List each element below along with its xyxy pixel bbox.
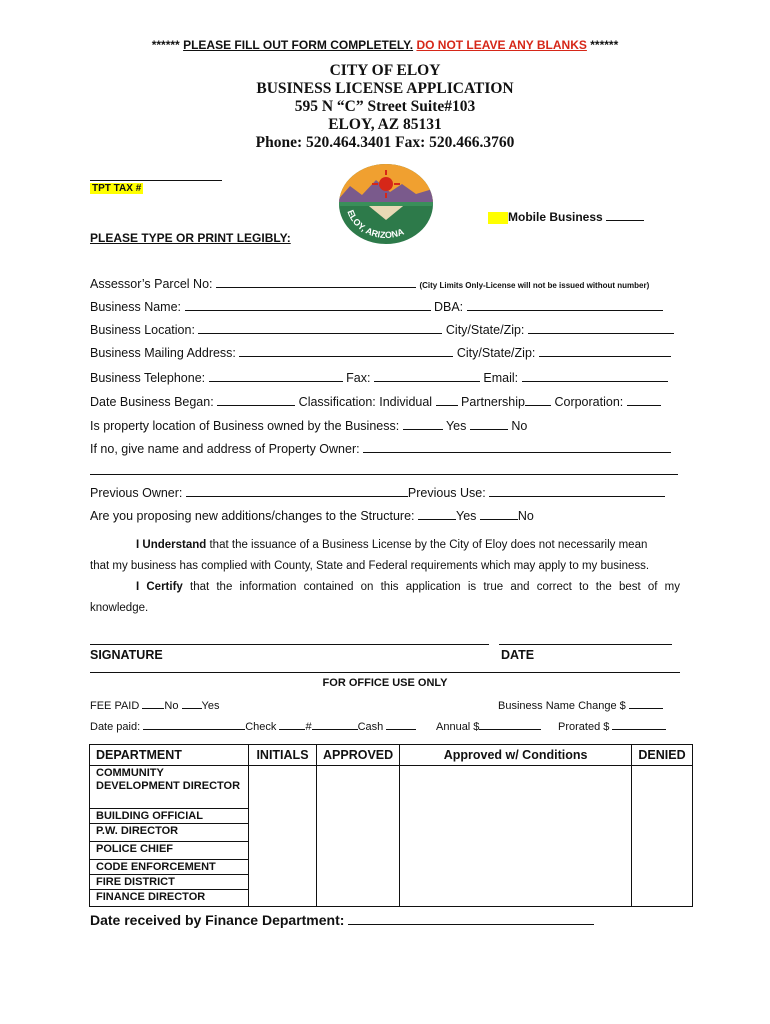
- prev-use-label: Previous Use:: [407, 486, 486, 500]
- header-phone: Phone: 520.464.3401 Fax: 520.466.3760: [255, 134, 515, 151]
- understand-line2: that my business has complied with County, State and Federal requirements which may apply to my business.: [90, 560, 650, 572]
- city-seal-logo: [336, 162, 436, 246]
- proposing-no-label: No: [517, 509, 534, 523]
- mobile-business-row: [488, 209, 644, 224]
- fee-no-label: No: [164, 700, 179, 712]
- date-paid-input[interactable]: [143, 718, 245, 730]
- dba-input[interactable]: [467, 299, 663, 311]
- dept-name: POLICE CHIEF: [90, 842, 249, 860]
- mobile-highlight: [488, 212, 508, 224]
- prev-owner-label: Previous Owner:: [90, 486, 183, 500]
- prorated-input[interactable]: [612, 718, 666, 730]
- header-city-state: ELOY, AZ 85131: [328, 116, 442, 133]
- location-input[interactable]: [198, 322, 442, 334]
- header-department: DEPARTMENT: [90, 745, 249, 766]
- owner-label: If no, give name and address of Property Owner:: [90, 442, 360, 456]
- top-notice: [0, 38, 770, 52]
- individual-input[interactable]: [436, 394, 458, 406]
- dept-name: P.W. DIRECTOR: [90, 824, 249, 842]
- certify-line2: knowledge.: [90, 602, 149, 614]
- header-approved-conditions: Approved w/ Conditions: [400, 745, 632, 766]
- dept-name: FINANCE DIRECTOR: [90, 890, 249, 907]
- header-city: CITY OF ELOY: [329, 62, 441, 79]
- certify-line1: [136, 581, 680, 593]
- partnership-input[interactable]: [525, 394, 551, 406]
- date-label: DATE: [501, 648, 535, 662]
- annual-input[interactable]: [479, 718, 541, 730]
- mailing-label: Business Mailing Address:: [90, 346, 236, 360]
- fee-yes-input[interactable]: [182, 697, 202, 709]
- signature-label: SIGNATURE: [90, 648, 163, 662]
- notice-stars-right: ******: [590, 38, 619, 52]
- office-title: FOR OFFICE USE ONLY: [322, 677, 448, 689]
- check-label: Check: [245, 721, 277, 733]
- owned-question: Is property location of Business owned by the Business:: [90, 419, 400, 433]
- date-began-label: Date Business Began:: [90, 395, 214, 409]
- mobile-business-field[interactable]: [606, 209, 644, 221]
- telephone-label: Business Telephone:: [90, 371, 206, 385]
- cash-input[interactable]: [386, 718, 416, 730]
- annual-row: [436, 718, 541, 733]
- partnership-label: Partnership: [461, 395, 525, 409]
- proposing-question: Are you proposing new additions/changes to the Structure:: [90, 509, 415, 523]
- email-input[interactable]: [522, 370, 668, 382]
- business-name-row: [90, 299, 663, 314]
- conditions-cell[interactable]: [400, 766, 632, 907]
- corporation-label: Corporation:: [554, 395, 624, 409]
- parcel-label: Assessor’s Parcel No:: [90, 277, 213, 291]
- owned-yes-input[interactable]: [403, 418, 443, 430]
- prorated-row: [558, 718, 666, 733]
- understand-text: that the issuance of a Business License by the City of Eloy does not necessarily mean: [206, 539, 648, 551]
- telephone-row: [90, 370, 668, 385]
- business-name-input[interactable]: [185, 299, 431, 311]
- header-approved: APPROVED: [317, 745, 400, 766]
- proposing-yes-label: Yes: [456, 509, 477, 523]
- proposing-no-input[interactable]: [480, 508, 518, 520]
- header-address: 595 N “C” Street Suite#103: [294, 98, 476, 115]
- signature-line[interactable]: [90, 644, 489, 645]
- header-denied: DENIED: [632, 745, 693, 766]
- table-header-row: [90, 745, 693, 766]
- fee-paid-row: [90, 697, 219, 712]
- proposing-yes-input[interactable]: [418, 508, 456, 520]
- owner-row: [90, 441, 671, 456]
- dept-name: CODE ENFORCEMENT: [90, 860, 249, 875]
- finance-label: Date received by Finance Department:: [90, 912, 345, 928]
- hash-label: #: [305, 721, 312, 733]
- business-name-label: Business Name:: [90, 300, 182, 314]
- date-line[interactable]: [499, 644, 672, 645]
- city-label-1: City/State/Zip:: [445, 323, 525, 337]
- initials-cell[interactable]: [249, 766, 317, 907]
- previous-row: [90, 485, 665, 500]
- dept-name: COMMUNITY DEVELOPMENT DIRECTOR: [90, 766, 249, 809]
- city-label-2: City/State/Zip:: [456, 346, 536, 360]
- hash-input[interactable]: [312, 718, 358, 730]
- parcel-input[interactable]: [216, 276, 416, 288]
- fax-input[interactable]: [374, 370, 480, 382]
- tpt-line[interactable]: [90, 180, 222, 181]
- annual-label: Annual $: [436, 721, 480, 733]
- date-began-row: [90, 394, 661, 409]
- table-row: [90, 766, 693, 809]
- dept-name: FIRE DISTRICT: [90, 875, 249, 890]
- header-initials: INITIALS: [249, 745, 317, 766]
- location-label: Business Location:: [90, 323, 195, 337]
- notice-part1: PLEASE FILL OUT FORM COMPLETELY.: [183, 38, 414, 52]
- understand-bold: I Understand: [136, 539, 207, 551]
- prev-use-input[interactable]: [489, 485, 665, 497]
- location-row: [90, 322, 674, 337]
- notice-part2: DO NOT LEAVE ANY BLANKS: [416, 38, 587, 52]
- denied-cell[interactable]: [632, 766, 693, 907]
- owned-row: [90, 418, 527, 433]
- header-title: BUSINESS LICENSE APPLICATION: [256, 80, 514, 97]
- owned-yes-label: Yes: [445, 419, 467, 433]
- fee-yes-label: Yes: [201, 700, 220, 712]
- telephone-input[interactable]: [209, 370, 343, 382]
- name-change-row: [498, 697, 663, 712]
- prev-owner-input[interactable]: [186, 485, 408, 497]
- email-label: Email:: [483, 371, 519, 385]
- name-change-label: Business Name Change $: [498, 700, 626, 712]
- check-input[interactable]: [279, 718, 305, 730]
- name-change-input[interactable]: [629, 697, 663, 709]
- understand-line1: [136, 539, 647, 551]
- date-began-input[interactable]: [217, 394, 295, 406]
- classification-label: Classification: Individual: [298, 395, 433, 409]
- notice-stars-left: ******: [151, 38, 180, 52]
- mobile-business-label: Mobile Business: [508, 210, 603, 224]
- proposing-row: [90, 508, 534, 523]
- logo-text: ELOY, ARIZONA: [345, 208, 406, 241]
- approved-cell[interactable]: [317, 766, 400, 907]
- corporation-input[interactable]: [627, 394, 661, 406]
- certify-text: that the information contained on this application is true and correct to the best of my: [182, 581, 680, 593]
- owner-input[interactable]: [363, 441, 671, 453]
- finance-row: [90, 911, 594, 928]
- prorated-label: Prorated $: [558, 721, 610, 733]
- fee-no-input[interactable]: [142, 697, 164, 709]
- city-input-2[interactable]: [539, 345, 671, 357]
- mailing-row: [90, 345, 671, 360]
- fee-paid-label: FEE PAID: [90, 700, 140, 712]
- cash-label: Cash: [357, 721, 384, 733]
- owned-no-label: No: [511, 419, 528, 433]
- parcel-note: (City Limits Only-License will not be issued without number): [419, 281, 650, 290]
- city-input-1[interactable]: [528, 322, 674, 334]
- finance-date-input[interactable]: [348, 911, 594, 925]
- dept-name: BUILDING OFFICIAL: [90, 809, 249, 824]
- signature-divider: [90, 672, 680, 673]
- tpt-label: TPT TAX #: [92, 183, 142, 194]
- mailing-input[interactable]: [239, 345, 453, 357]
- date-paid-label: Date paid:: [90, 721, 141, 733]
- owned-no-input[interactable]: [470, 418, 508, 430]
- certify-bold: I Certify: [136, 581, 183, 593]
- parcel-row: [90, 276, 649, 291]
- date-paid-row: [90, 718, 416, 733]
- department-table: [89, 744, 693, 907]
- fax-label: Fax:: [346, 371, 371, 385]
- owner-second-line[interactable]: [90, 474, 678, 475]
- dba-label: DBA:: [433, 300, 464, 314]
- instruction-text: PLEASE TYPE OR PRINT LEGIBLY:: [90, 231, 291, 245]
